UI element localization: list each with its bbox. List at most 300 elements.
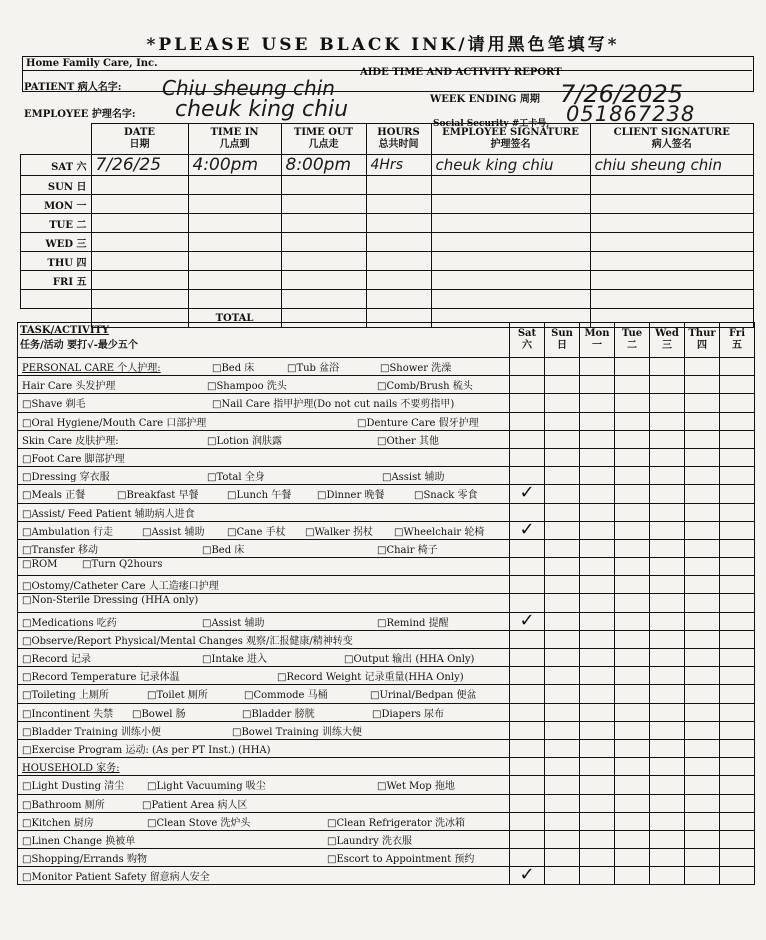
hours-cell[interactable] — [366, 271, 431, 290]
task-check-sat[interactable] — [510, 776, 545, 794]
task-check-mon[interactable] — [580, 812, 615, 830]
task-check-thu[interactable] — [685, 521, 720, 539]
task-option[interactable]: □Meals 正餐 — [22, 490, 86, 502]
task-check-fri[interactable] — [720, 358, 755, 376]
client-signature-cell[interactable] — [590, 271, 754, 290]
task-check-sat[interactable] — [510, 703, 545, 721]
task-check-fri[interactable] — [720, 794, 755, 812]
date-cell[interactable] — [91, 176, 188, 195]
task-check-tue[interactable] — [615, 394, 650, 412]
task-check-fri[interactable] — [720, 394, 755, 412]
client-signature-cell[interactable] — [590, 252, 754, 271]
task-check-sat[interactable] — [510, 467, 545, 485]
task-option[interactable]: □Nail Care 指甲护理(Do not cut nails 不要剪指甲) — [212, 399, 455, 411]
task-option[interactable]: □Escort to Appointment 预约 — [327, 854, 475, 866]
task-check-tue[interactable] — [615, 812, 650, 830]
client-signature-cell[interactable] — [590, 214, 754, 233]
task-check-sun[interactable] — [545, 430, 580, 448]
employee-signature-cell[interactable]: cheuk king chiu — [431, 155, 590, 176]
task-check-fri[interactable] — [720, 649, 755, 667]
hours-cell[interactable] — [366, 195, 431, 214]
task-check-sat[interactable] — [510, 376, 545, 394]
task-check-sun[interactable] — [545, 630, 580, 648]
task-check-sat[interactable] — [510, 812, 545, 830]
task-check-wed[interactable] — [650, 430, 685, 448]
task-check-mon[interactable] — [580, 448, 615, 466]
task-check-tue[interactable] — [615, 849, 650, 867]
task-check-fri[interactable] — [720, 448, 755, 466]
task-check-thu[interactable] — [685, 667, 720, 685]
task-check-wed[interactable] — [650, 576, 685, 594]
task-option[interactable]: □Oral Hygiene/Mouth Care 口部护理 — [22, 417, 207, 429]
task-option[interactable]: □Chair 椅子 — [377, 544, 438, 556]
task-option[interactable]: □Comb/Brush 梳头 — [377, 381, 473, 393]
task-check-fri[interactable] — [720, 867, 755, 885]
task-check-sun[interactable] — [545, 739, 580, 757]
time-in-cell[interactable] — [188, 176, 281, 195]
task-check-mon[interactable] — [580, 467, 615, 485]
task-check-thu[interactable] — [685, 539, 720, 557]
task-check-thu[interactable] — [685, 412, 720, 430]
task-check-tue[interactable] — [615, 830, 650, 848]
client-signature-cell[interactable]: chiu sheung chin — [590, 155, 754, 176]
task-check-sun[interactable] — [545, 358, 580, 376]
task-check-thu[interactable] — [685, 721, 720, 739]
task-check-mon[interactable] — [580, 685, 615, 703]
task-check-mon[interactable] — [580, 412, 615, 430]
task-check-thu[interactable] — [685, 812, 720, 830]
task-check-sat[interactable] — [510, 630, 545, 648]
task-check-mon[interactable] — [580, 394, 615, 412]
task-check-wed[interactable] — [650, 503, 685, 521]
task-option[interactable]: □Incontinent 失禁 — [22, 708, 114, 720]
task-check-mon[interactable] — [580, 667, 615, 685]
task-check-sun[interactable] — [545, 758, 580, 776]
task-check-wed[interactable] — [650, 467, 685, 485]
task-check-sun[interactable] — [545, 594, 580, 612]
task-check-sat[interactable] — [510, 485, 545, 503]
task-check-sun[interactable] — [545, 448, 580, 466]
task-check-tue[interactable] — [615, 467, 650, 485]
task-check-thu[interactable] — [685, 739, 720, 757]
time-in-cell[interactable] — [188, 271, 281, 290]
task-check-mon[interactable] — [580, 830, 615, 848]
date-cell[interactable] — [91, 252, 188, 271]
task-check-mon[interactable] — [580, 612, 615, 630]
task-check-thu[interactable] — [685, 830, 720, 848]
task-check-wed[interactable] — [650, 448, 685, 466]
employee-signature-cell[interactable] — [431, 271, 590, 290]
task-check-sun[interactable] — [545, 721, 580, 739]
date-cell[interactable] — [91, 195, 188, 214]
task-check-tue[interactable] — [615, 667, 650, 685]
task-check-sat[interactable] — [510, 667, 545, 685]
task-check-mon[interactable] — [580, 867, 615, 885]
task-check-mon[interactable] — [580, 485, 615, 503]
task-check-mon[interactable] — [580, 521, 615, 539]
ssn-field[interactable]: 051867238 — [566, 102, 696, 126]
task-check-sun[interactable] — [545, 867, 580, 885]
task-option[interactable]: □Wheelchair 轮椅 — [394, 526, 485, 538]
task-option[interactable]: □Lotion 润肤露 — [207, 435, 282, 447]
task-check-wed[interactable] — [650, 776, 685, 794]
employee-signature-cell[interactable] — [431, 176, 590, 195]
task-option[interactable]: □Laundry 洗衣服 — [327, 835, 412, 847]
task-check-tue[interactable] — [615, 612, 650, 630]
task-check-mon[interactable] — [580, 539, 615, 557]
task-check-sat[interactable] — [510, 830, 545, 848]
task-check-sat[interactable] — [510, 448, 545, 466]
task-check-sat[interactable] — [510, 612, 545, 630]
task-check-wed[interactable] — [650, 358, 685, 376]
task-option[interactable]: □Shampoo 洗头 — [207, 381, 287, 393]
time-out-cell[interactable] — [281, 252, 366, 271]
task-check-sun[interactable] — [545, 849, 580, 867]
task-option[interactable]: □Wet Mop 拖地 — [377, 781, 455, 793]
task-check-sat[interactable] — [510, 412, 545, 430]
task-option[interactable]: □Bed 床 — [212, 363, 255, 374]
task-check-tue[interactable] — [615, 649, 650, 667]
task-check-mon[interactable] — [580, 776, 615, 794]
task-check-tue[interactable] — [615, 867, 650, 885]
task-check-wed[interactable] — [650, 612, 685, 630]
hours-cell[interactable] — [366, 252, 431, 271]
task-check-sun[interactable] — [545, 539, 580, 557]
task-check-thu[interactable] — [685, 685, 720, 703]
task-option[interactable]: □Assist 辅助 — [142, 526, 205, 538]
task-check-sun[interactable] — [545, 703, 580, 721]
task-check-mon[interactable] — [580, 703, 615, 721]
client-signature-cell[interactable] — [590, 195, 754, 214]
task-check-wed[interactable] — [650, 812, 685, 830]
task-check-sun[interactable] — [545, 558, 580, 576]
task-option[interactable]: □Denture Care 假牙护理 — [357, 417, 479, 429]
task-check-mon[interactable] — [580, 358, 615, 376]
task-option[interactable]: □Light Dusting 清尘 — [22, 781, 125, 793]
task-check-tue[interactable] — [615, 485, 650, 503]
task-check-tue[interactable] — [615, 430, 650, 448]
task-check-fri[interactable] — [720, 576, 755, 594]
hours-cell[interactable] — [366, 176, 431, 195]
task-option[interactable]: □Breakfast 早餐 — [117, 490, 199, 502]
task-option[interactable]: □Exercise Program 运动: (As per PT Inst.) (HHA) — [22, 744, 271, 756]
task-check-thu[interactable] — [685, 630, 720, 648]
task-check-wed[interactable] — [650, 394, 685, 412]
task-check-tue[interactable] — [615, 630, 650, 648]
hours-cell[interactable]: 4Hrs — [366, 155, 431, 176]
task-check-fri[interactable] — [720, 521, 755, 539]
task-check-fri[interactable] — [720, 558, 755, 576]
task-check-sun[interactable] — [545, 521, 580, 539]
task-check-wed[interactable] — [650, 412, 685, 430]
task-check-thu[interactable] — [685, 612, 720, 630]
task-option[interactable]: □Bed 床 — [202, 544, 245, 556]
task-check-thu[interactable] — [685, 576, 720, 594]
task-check-fri[interactable] — [720, 467, 755, 485]
time-in-cell[interactable]: 4:00pm — [188, 155, 281, 176]
task-check-sat[interactable] — [510, 576, 545, 594]
task-option[interactable]: □Light Vacuuming 吸尘 — [147, 781, 266, 793]
task-check-sun[interactable] — [545, 612, 580, 630]
task-check-mon[interactable] — [580, 558, 615, 576]
task-option[interactable]: □Patient Area 病人区 — [142, 799, 248, 811]
task-check-wed[interactable] — [650, 649, 685, 667]
task-check-fri[interactable] — [720, 667, 755, 685]
task-check-sat[interactable] — [510, 558, 545, 576]
task-option[interactable]: □Dressing 穿衣服 — [22, 472, 110, 484]
task-check-wed[interactable] — [650, 558, 685, 576]
task-check-wed[interactable] — [650, 485, 685, 503]
task-option[interactable]: □Toilet 厕所 — [147, 690, 208, 702]
task-check-fri[interactable] — [720, 758, 755, 776]
task-option[interactable]: □Toileting 上厕所 — [22, 690, 109, 702]
date-cell[interactable] — [91, 214, 188, 233]
task-check-fri[interactable] — [720, 721, 755, 739]
time-out-cell[interactable] — [281, 214, 366, 233]
task-option[interactable]: □Diapers 尿布 — [372, 708, 445, 720]
employee-signature-cell[interactable] — [431, 195, 590, 214]
task-check-fri[interactable] — [720, 376, 755, 394]
task-check-sun[interactable] — [545, 376, 580, 394]
task-check-sun[interactable] — [545, 394, 580, 412]
task-option[interactable]: □Record 记录 — [22, 654, 91, 665]
task-check-fri[interactable] — [720, 776, 755, 794]
task-check-fri[interactable] — [720, 685, 755, 703]
task-option[interactable]: □Linen Change 换被单 — [22, 835, 136, 847]
task-option[interactable]: □Bathroom 厕所 — [22, 799, 105, 811]
task-check-thu[interactable] — [685, 358, 720, 376]
employee-signature-cell[interactable] — [431, 252, 590, 271]
task-check-sat[interactable] — [510, 685, 545, 703]
task-check-wed[interactable] — [650, 703, 685, 721]
task-option[interactable]: □Record Temperature 记录体温 — [22, 672, 180, 684]
time-in-cell[interactable] — [188, 214, 281, 233]
task-check-wed[interactable] — [650, 758, 685, 776]
task-option[interactable]: □Bowel Training 训练大便 — [232, 726, 362, 738]
date-cell[interactable]: 7/26/25 — [91, 155, 188, 176]
task-option[interactable]: □ROM — [22, 559, 58, 571]
task-check-sun[interactable] — [545, 412, 580, 430]
task-check-sat[interactable] — [510, 430, 545, 448]
task-option[interactable]: □Foot Care 脚部护理 — [22, 453, 125, 465]
client-signature-cell[interactable] — [590, 233, 754, 252]
task-check-thu[interactable] — [685, 849, 720, 867]
task-option[interactable]: □Cane 手杖 — [227, 526, 286, 538]
patient-name-field[interactable]: Chiu sheung chin — [162, 76, 335, 100]
task-check-tue[interactable] — [615, 376, 650, 394]
task-check-tue[interactable] — [615, 721, 650, 739]
task-check-tue[interactable] — [615, 703, 650, 721]
task-check-tue[interactable] — [615, 539, 650, 557]
task-check-sat[interactable] — [510, 394, 545, 412]
task-check-tue[interactable] — [615, 358, 650, 376]
time-out-cell[interactable] — [281, 271, 366, 290]
task-check-sun[interactable] — [545, 485, 580, 503]
task-check-sat[interactable] — [510, 594, 545, 612]
task-check-thu[interactable] — [685, 503, 720, 521]
task-option[interactable]: □Clean Stove 洗炉头 — [147, 817, 251, 829]
task-check-mon[interactable] — [580, 721, 615, 739]
task-check-sun[interactable] — [545, 667, 580, 685]
task-option[interactable]: □Monitor Patient Safety 留意病人安全 — [22, 872, 210, 884]
task-check-tue[interactable] — [615, 412, 650, 430]
task-check-tue[interactable] — [615, 794, 650, 812]
task-option[interactable]: □Dinner 晚餐 — [317, 490, 385, 502]
task-option[interactable]: □Walker 拐杖 — [305, 526, 373, 538]
task-option[interactable]: □Snack 零食 — [414, 490, 478, 502]
task-check-mon[interactable] — [580, 376, 615, 394]
task-option[interactable]: □Kitchen 厨房 — [22, 817, 94, 829]
task-option[interactable]: □Urinal/Bedpan 便盆 — [370, 690, 477, 702]
task-check-thu[interactable] — [685, 448, 720, 466]
task-check-wed[interactable] — [650, 667, 685, 685]
task-check-wed[interactable] — [650, 630, 685, 648]
task-check-thu[interactable] — [685, 594, 720, 612]
task-check-fri[interactable] — [720, 630, 755, 648]
task-option[interactable]: □Non-Sterile Dressing (HHA only) — [22, 595, 199, 607]
task-check-fri[interactable] — [720, 703, 755, 721]
time-out-cell[interactable] — [281, 176, 366, 195]
task-option[interactable]: □Ambulation 行走 — [22, 526, 114, 538]
task-option[interactable]: □Commode 马桶 — [244, 690, 328, 702]
date-cell[interactable] — [91, 271, 188, 290]
task-check-tue[interactable] — [615, 503, 650, 521]
task-check-wed[interactable] — [650, 830, 685, 848]
task-check-mon[interactable] — [580, 576, 615, 594]
task-check-tue[interactable] — [615, 685, 650, 703]
task-check-fri[interactable] — [720, 812, 755, 830]
task-check-thu[interactable] — [685, 776, 720, 794]
task-option[interactable]: □Medications 吃药 — [22, 617, 117, 629]
task-check-sun[interactable] — [545, 830, 580, 848]
task-check-wed[interactable] — [650, 539, 685, 557]
task-check-sun[interactable] — [545, 576, 580, 594]
task-check-mon[interactable] — [580, 503, 615, 521]
week-ending-field[interactable]: 7/26/2025 — [560, 80, 684, 108]
hours-cell[interactable] — [366, 214, 431, 233]
task-check-sat[interactable] — [510, 794, 545, 812]
task-check-thu[interactable] — [685, 558, 720, 576]
task-check-fri[interactable] — [720, 503, 755, 521]
task-check-sat[interactable] — [510, 739, 545, 757]
task-option[interactable]: □Shopping/Errands 购物 — [22, 854, 147, 866]
task-option[interactable]: □Bowel 肠 — [132, 708, 186, 720]
task-check-thu[interactable] — [685, 703, 720, 721]
task-check-fri[interactable] — [720, 849, 755, 867]
task-check-sat[interactable] — [510, 358, 545, 376]
employee-signature-cell[interactable] — [431, 214, 590, 233]
time-in-cell[interactable] — [188, 195, 281, 214]
task-check-fri[interactable] — [720, 739, 755, 757]
task-option[interactable]: □Observe/Report Physical/Mental Changes 观察/汇报健康/精神转变 — [22, 635, 353, 647]
task-check-sun[interactable] — [545, 776, 580, 794]
time-out-cell[interactable]: 8:00pm — [281, 155, 366, 176]
task-check-thu[interactable] — [685, 867, 720, 885]
task-option[interactable]: □Shave 剃毛 — [22, 399, 86, 411]
task-check-tue[interactable] — [615, 594, 650, 612]
client-signature-cell[interactable] — [590, 176, 754, 195]
task-check-tue[interactable] — [615, 558, 650, 576]
task-check-thu[interactable] — [685, 485, 720, 503]
task-check-sat[interactable] — [510, 867, 545, 885]
task-check-thu[interactable] — [685, 794, 720, 812]
time-out-cell[interactable] — [281, 233, 366, 252]
task-option[interactable]: □Turn Q2hours — [82, 559, 163, 571]
task-check-mon[interactable] — [580, 849, 615, 867]
task-check-mon[interactable] — [580, 649, 615, 667]
employee-name-field[interactable]: cheuk king chiu — [175, 97, 349, 122]
time-in-cell[interactable] — [188, 233, 281, 252]
task-option[interactable]: □Bladder 膀胱 — [242, 708, 315, 720]
task-check-thu[interactable] — [685, 430, 720, 448]
task-check-sat[interactable] — [510, 721, 545, 739]
task-check-mon[interactable] — [580, 794, 615, 812]
task-check-wed[interactable] — [650, 867, 685, 885]
task-check-sun[interactable] — [545, 467, 580, 485]
task-check-thu[interactable] — [685, 467, 720, 485]
task-check-tue[interactable] — [615, 448, 650, 466]
task-check-wed[interactable] — [650, 794, 685, 812]
task-check-wed[interactable] — [650, 685, 685, 703]
task-check-thu[interactable] — [685, 758, 720, 776]
date-cell[interactable] — [91, 233, 188, 252]
task-check-thu[interactable] — [685, 649, 720, 667]
task-check-fri[interactable] — [720, 412, 755, 430]
time-in-cell[interactable] — [188, 252, 281, 271]
task-option[interactable]: □Ostomy/Catheter Care 人工造瘘口护理 — [22, 581, 219, 593]
task-option[interactable]: □Other 其他 — [377, 435, 439, 447]
task-option[interactable]: □Assist 辅助 — [382, 472, 445, 484]
task-option[interactable]: □Total 全身 — [207, 472, 265, 484]
task-check-sat[interactable] — [510, 849, 545, 867]
task-option[interactable]: □Transfer 移动 — [22, 544, 99, 556]
task-check-sat[interactable] — [510, 503, 545, 521]
task-check-wed[interactable] — [650, 849, 685, 867]
task-option[interactable]: □Bladder Training 训练小便 — [22, 726, 161, 738]
task-check-fri[interactable] — [720, 594, 755, 612]
task-check-sun[interactable] — [545, 794, 580, 812]
task-check-mon[interactable] — [580, 430, 615, 448]
task-check-fri[interactable] — [720, 830, 755, 848]
task-check-sat[interactable] — [510, 539, 545, 557]
task-option[interactable]: □Tub 盆浴 — [287, 363, 340, 374]
task-check-thu[interactable] — [685, 394, 720, 412]
task-check-sun[interactable] — [545, 503, 580, 521]
task-check-mon[interactable] — [580, 758, 615, 776]
task-check-sun[interactable] — [545, 685, 580, 703]
task-check-sun[interactable] — [545, 812, 580, 830]
task-check-fri[interactable] — [720, 612, 755, 630]
task-option[interactable]: □Intake 进入 — [202, 654, 267, 665]
task-check-fri[interactable] — [720, 539, 755, 557]
task-check-mon[interactable] — [580, 630, 615, 648]
task-check-wed[interactable] — [650, 521, 685, 539]
task-check-tue[interactable] — [615, 739, 650, 757]
employee-signature-cell[interactable] — [431, 233, 590, 252]
task-check-tue[interactable] — [615, 576, 650, 594]
time-out-cell[interactable] — [281, 195, 366, 214]
task-check-tue[interactable] — [615, 776, 650, 794]
task-option[interactable]: □Lunch 午餐 — [227, 490, 292, 502]
task-check-tue[interactable] — [615, 521, 650, 539]
task-check-wed[interactable] — [650, 739, 685, 757]
task-option[interactable]: □Record Weight 记录重量(HHA Only) — [277, 672, 464, 684]
task-check-fri[interactable] — [720, 430, 755, 448]
task-check-wed[interactable] — [650, 594, 685, 612]
task-check-sat[interactable] — [510, 758, 545, 776]
task-check-mon[interactable] — [580, 594, 615, 612]
task-check-mon[interactable] — [580, 739, 615, 757]
